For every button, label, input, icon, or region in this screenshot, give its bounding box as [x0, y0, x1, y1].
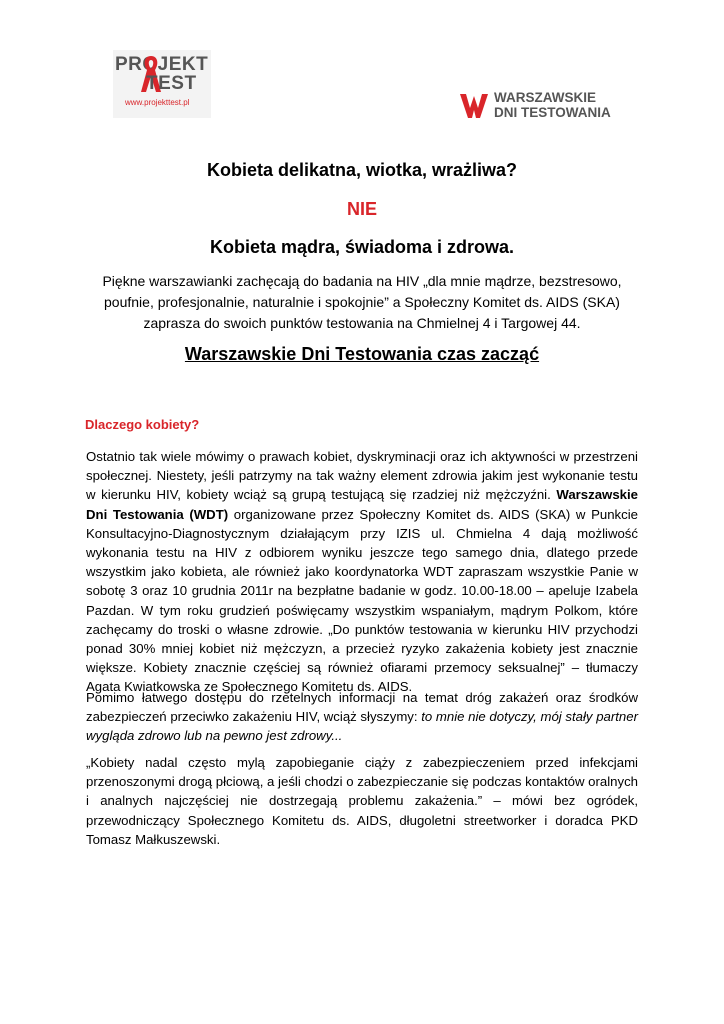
body-paragraph-3: [86, 753, 638, 849]
intro-paragraph: Piękne warszawianki zachęcają do badania na HIV „dla mnie mądrze, bezstresowo, poufnie, profesjonalnie, naturalnie i spokojnie” a Społeczny Komitet ds. AIDS (SKA) zaprasza do swoich punktów testowania na Chmielnej 4 i Targowej 44.: [102, 273, 622, 331]
paragraph2-text: Pomimo łatwego dostępu do rzetelnych informacji na temat dróg zakażeń oraz środków zabezpieczeń przeciwko zakażeniu HIV, wciąż słyszymy:: [86, 690, 638, 725]
paragraph1-bold: Warszawskie Dni Testowania (WDT): [86, 487, 638, 522]
paragraph2-italic: to mnie nie dotyczy, mój stały partner wygląda zdrowo lub na pewno jest zdrowy...: [86, 709, 638, 744]
wdt-logo-line1: WARSZAWSKIE: [494, 90, 597, 105]
heading-line3: Kobieta mądra, świadoma i zdrowa.: [209, 237, 515, 257]
body-paragraph-1: [86, 447, 638, 697]
paragraph3-text: „Kobiety nadal często mylą zapobieganie ciąży z zabezpieczeniem przed infekcjami przenoszonymi drogą płciową, a jeśli chodzi o zabezpieczanie się podczas kontaktów oralnych i analnych najczęściej nie dostrzegają problemu zakażenia.” – mówi bez ogródek, przewodniczący Społecznego Komitetu ds. AIDS, długoletni streetworker i doradca PKD Tomasz Małkuszewski.: [86, 755, 638, 847]
wdt-logo-text: [494, 90, 611, 120]
logo-test-text: TEST: [146, 73, 197, 94]
section-title: Warszawskie Dni Testowania czas zacząć: [184, 344, 540, 364]
paragraph1-part1: Ostatnio tak wiele mówimy o prawach kobiet, dyskryminacji oraz ich aktywności w przestrzeni społecznej. Niestety, jeśli patrzymy na tak ważny element zdrowia jakim jest wykonanie testu w kierunku HIV, kobiety wciąż są grupą testującą się rzadziej niż mężczyźni.: [86, 449, 638, 503]
paragraph1-part2: organizowane przez Społeczny Komitet ds. AIDS (SKA) w Punkcie Konsultacyjno-Diagnostycznym działającym przy IZIS ul. Chmielna 4 dają możliwość wykonania testu na HIV z odbiorem wyniku jeszcze tego samego dnia, dlatego przede wszystkim jako kobieta, ale również jako koordynatorka WDT zapraszam wszystkie Panie w sobotę 3 oraz 10 grudnia 2011r na bezpłatne badanie w godz. 10.00-18.00 – apeluje Izabela Pazdan. W tym roku grudzień poświęcamy wszystkim wspaniałym, mądrym Polkom, które zachęcamy do troski o własne zdrowie. „Do punktów testowania w kierunku HIV przychodzi ponad 30% mniej kobiet niż mężczyzn, a przecież ryzyko zakażenia kobiety jest znacznie większe. Kobiety znacznie częściej są również ofiarami przemocy seksualnej” – tłumaczy Agata Kwiatkowska ze Społecznego Komitetu ds. AIDS.: [86, 506, 639, 695]
heading-nie: NIE: [346, 199, 377, 219]
wdt-logo-line2: DNI TESTOWANIA: [494, 105, 611, 120]
logo-url: www.projekttest.pl: [125, 98, 190, 107]
heading-line1: Kobieta delikatna, wiotka, wrażliwa?: [206, 160, 518, 180]
projekt-test-logo: [113, 50, 211, 118]
subheading: Dlaczego kobiety?: [85, 417, 200, 432]
body-paragraph-2: [86, 688, 638, 746]
wdt-logo-icon: [458, 90, 490, 120]
logo-projekt-text: PROJEKT: [115, 54, 209, 75]
